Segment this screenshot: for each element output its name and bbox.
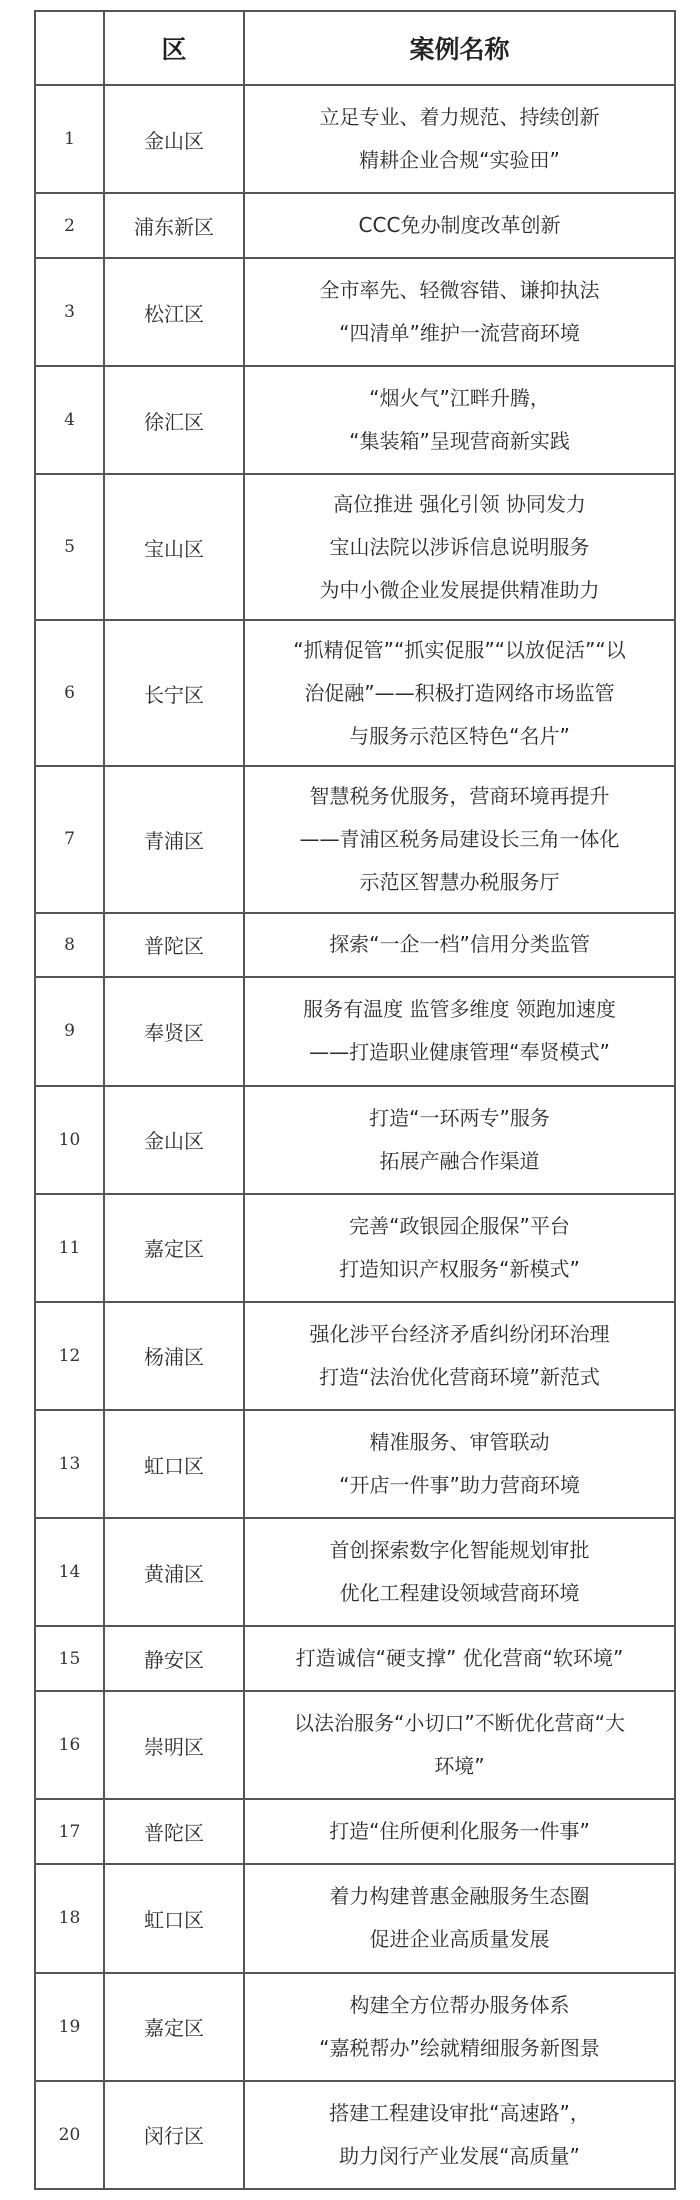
row-number: 19 — [35, 1973, 104, 2081]
table-row — [35, 1194, 675, 1302]
row-case-name — [244, 1302, 675, 1410]
case-name-line: “开店一件事”助力营商环境 — [339, 1473, 580, 1498]
table-row — [35, 258, 675, 366]
case-name-line: 打造知识产权服务“新模式” — [339, 1256, 580, 1281]
table-row — [35, 1973, 675, 2081]
table-row — [35, 2081, 675, 2189]
case-name-line: “嘉税帮办”绘就精细服务新图景 — [319, 2035, 600, 2060]
row-district: 普陀区 — [104, 1799, 244, 1864]
row-number: 16 — [35, 1691, 104, 1799]
case-name-line: 立足专业、着力规范、持续创新 — [319, 105, 600, 130]
row-district: 崇明区 — [104, 1691, 244, 1799]
case-name-line: 打造“一环两专”服务 — [369, 1105, 550, 1130]
case-name-line: “四清单”维护一流营商环境 — [339, 321, 580, 346]
case-name-line: 以法治服务“小切口”不断优化营商“大 — [293, 1711, 626, 1736]
row-case-name — [244, 1864, 675, 1972]
header-row — [35, 11, 675, 85]
case-name-line: 打造“住所便利化服务一件事” — [329, 1819, 590, 1844]
table-row — [35, 85, 675, 193]
row-number: 10 — [35, 1086, 104, 1194]
row-district: 普陀区 — [104, 913, 244, 978]
row-number: 9 — [35, 977, 104, 1085]
case-name-line: 助力闵行产业发展“高质量” — [339, 2143, 580, 2168]
case-name-line: 优化工程建设领域营商环境 — [339, 1581, 580, 1606]
row-number: 12 — [35, 1302, 104, 1410]
case-table — [34, 10, 676, 2190]
row-district: 奉贤区 — [104, 977, 244, 1085]
row-case-name — [244, 1194, 675, 1302]
row-case-name — [244, 1973, 675, 2081]
table-row — [35, 620, 675, 766]
case-name-line: 拓展产融合作渠道 — [379, 1148, 540, 1173]
case-name-line: ——青浦区税务局建设长三角一体化 — [299, 826, 620, 851]
row-number: 17 — [35, 1799, 104, 1864]
row-case-name — [244, 474, 675, 620]
table-row — [35, 1302, 675, 1410]
case-name-line: 宝山法院以涉诉信息说明服务 — [329, 534, 590, 559]
case-name-line: 完善“政银园企服保”平台 — [349, 1213, 570, 1238]
case-name-line: CCC免办制度改革创新 — [358, 213, 561, 238]
case-name-line: 治促融”——积极打造网络市场监管 — [304, 680, 615, 705]
row-number: 6 — [35, 620, 104, 766]
row-district: 青浦区 — [104, 766, 244, 912]
case-name-line: “抓精促管”“抓实促服”“以放促活”“以 — [293, 637, 626, 662]
case-name-line: 为中小微企业发展提供精准助力 — [319, 577, 600, 602]
case-name-line: 精耕企业合规“实验田” — [359, 148, 560, 173]
case-name-line: 强化涉平台经济矛盾纠纷闭环治理 — [309, 1321, 610, 1346]
row-district: 杨浦区 — [104, 1302, 244, 1410]
table-row — [35, 1691, 675, 1799]
case-name-line: 与服务示范区特色“名片” — [349, 723, 570, 748]
row-case-name — [244, 85, 675, 193]
row-district: 徐汇区 — [104, 366, 244, 474]
row-number: 7 — [35, 766, 104, 912]
row-case-name — [244, 620, 675, 766]
row-district: 松江区 — [104, 258, 244, 366]
table-row — [35, 1518, 675, 1626]
case-name-line: “集装箱”呈现营商新实践 — [349, 429, 570, 454]
table-row — [35, 366, 675, 474]
case-name-line: 高位推进 强化引领 协同发力 — [333, 491, 586, 516]
row-district: 嘉定区 — [104, 1194, 244, 1302]
table-row — [35, 1086, 675, 1194]
case-name-line: 搭建工程建设审批“高速路”， — [329, 2100, 590, 2125]
case-name-line: 促进企业高质量发展 — [369, 1927, 550, 1952]
row-case-name — [244, 1518, 675, 1626]
table-row — [35, 1864, 675, 1972]
row-number: 11 — [35, 1194, 104, 1302]
row-district: 金山区 — [104, 85, 244, 193]
row-number: 8 — [35, 913, 104, 978]
header-index — [35, 11, 104, 85]
row-number: 2 — [35, 193, 104, 258]
table-row — [35, 1799, 675, 1864]
case-name-line: 环境” — [434, 1754, 485, 1779]
table-row — [35, 977, 675, 1085]
case-name-line: “烟火气”江畔升腾， — [369, 386, 550, 411]
row-case-name — [244, 193, 675, 258]
case-name-line: 智慧税务优服务，营商环境再提升 — [309, 783, 610, 808]
row-case-name — [244, 977, 675, 1085]
case-name-line: ——打造职业健康管理“奉贤模式” — [309, 1040, 610, 1065]
row-number: 5 — [35, 474, 104, 620]
row-district: 虹口区 — [104, 1864, 244, 1972]
case-name-line: 着力构建普惠金融服务生态圈 — [329, 1884, 590, 1909]
row-number: 14 — [35, 1518, 104, 1626]
row-number: 4 — [35, 366, 104, 474]
row-number: 20 — [35, 2081, 104, 2189]
case-name-line: 首创探索数字化智能规划审批 — [329, 1538, 590, 1563]
row-district: 长宁区 — [104, 620, 244, 766]
case-name-line: 服务有温度 监管多维度 领跑加速度 — [303, 997, 616, 1022]
table-row — [35, 1410, 675, 1518]
row-case-name — [244, 766, 675, 912]
case-name-line: 精准服务、审管联动 — [369, 1430, 550, 1455]
row-case-name — [244, 258, 675, 366]
row-case-name — [244, 1086, 675, 1194]
case-name-line: 打造诚信“硬支撑” 优化营商“软环境” — [295, 1646, 624, 1671]
row-district: 静安区 — [104, 1626, 244, 1691]
row-district: 宝山区 — [104, 474, 244, 620]
case-name-line: 全市率先、轻微容错、谦抑执法 — [319, 278, 600, 303]
case-name-line: 探索“一企一档”信用分类监管 — [329, 932, 590, 957]
row-number: 1 — [35, 85, 104, 193]
table-row — [35, 766, 675, 912]
case-name-line: 构建全方位帮办服务体系 — [349, 1992, 570, 2017]
row-district: 黄浦区 — [104, 1518, 244, 1626]
row-district: 嘉定区 — [104, 1973, 244, 2081]
row-number: 18 — [35, 1864, 104, 1972]
case-name-line: 打造“法治优化营商环境”新范式 — [319, 1364, 600, 1389]
table-row — [35, 193, 675, 258]
row-case-name — [244, 1799, 675, 1864]
row-district: 虹口区 — [104, 1410, 244, 1518]
row-number: 13 — [35, 1410, 104, 1518]
row-case-name — [244, 1626, 675, 1691]
table-row — [35, 1626, 675, 1691]
row-district: 浦东新区 — [104, 193, 244, 258]
header-district: 区 — [104, 11, 244, 85]
row-number: 3 — [35, 258, 104, 366]
case-name-line: 示范区智慧办税服务厅 — [359, 869, 560, 894]
row-district: 闵行区 — [104, 2081, 244, 2189]
row-case-name — [244, 2081, 675, 2189]
table-row — [35, 913, 675, 978]
row-number: 15 — [35, 1626, 104, 1691]
row-case-name — [244, 1410, 675, 1518]
row-district: 金山区 — [104, 1086, 244, 1194]
row-case-name — [244, 913, 675, 978]
row-case-name — [244, 1691, 675, 1799]
header-case-name: 案例名称 — [244, 11, 675, 85]
row-case-name — [244, 366, 675, 474]
table-row — [35, 474, 675, 620]
